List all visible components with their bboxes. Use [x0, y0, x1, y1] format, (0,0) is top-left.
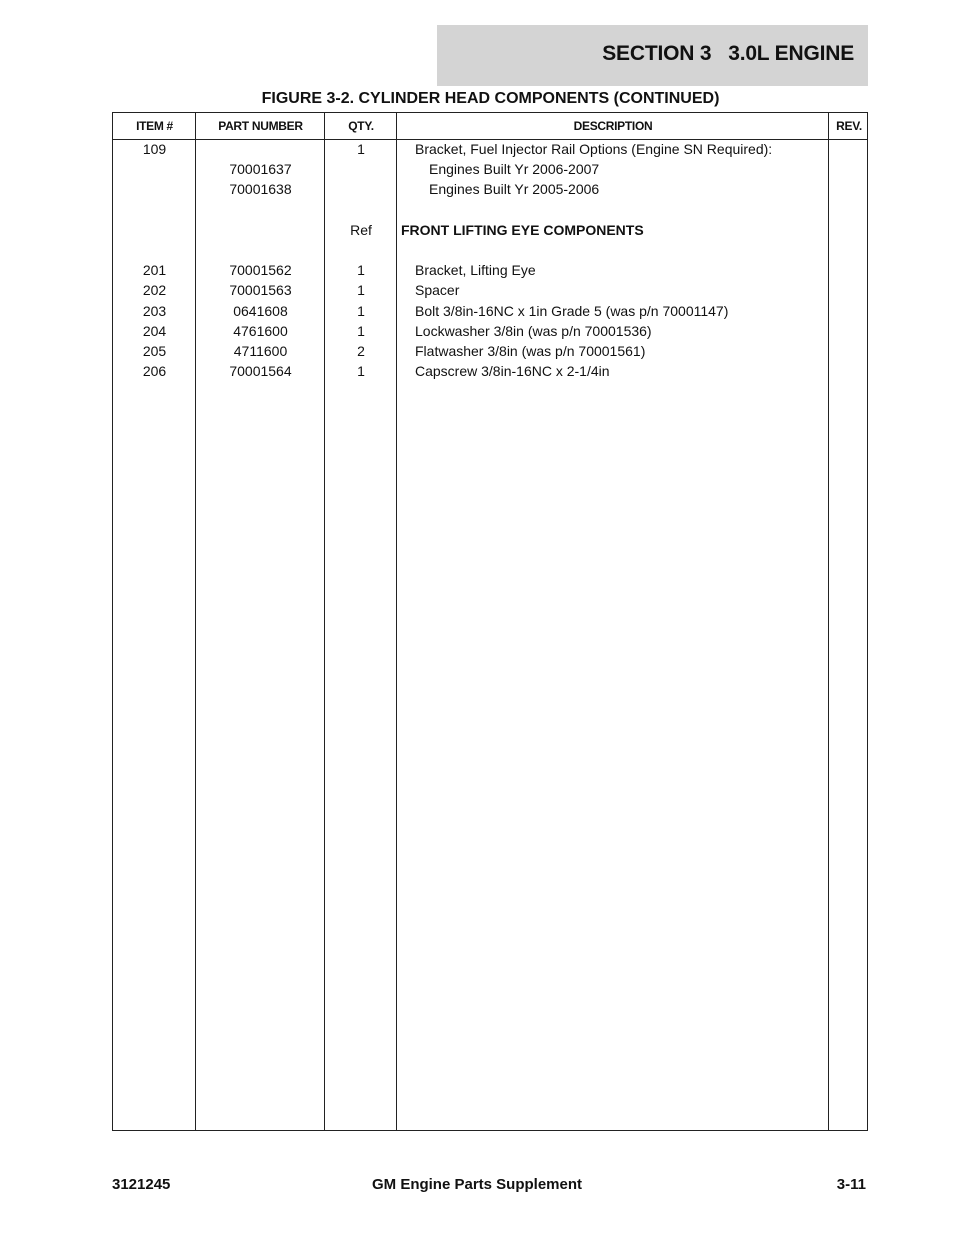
section-header — [437, 25, 868, 86]
table-row-qty: 1 — [357, 363, 365, 379]
footer-page-number: 3-11 — [836, 1176, 866, 1193]
header-qty: QTY. — [348, 119, 374, 133]
header-rev: REV. — [836, 119, 862, 133]
table-row-description: Flatwasher 3/8in (was p/n 70001561) — [415, 343, 646, 359]
table-row-part-number: 70001564 — [229, 363, 292, 379]
table-row-description: Spacer — [415, 282, 460, 298]
table-row-item: 109 — [142, 141, 167, 157]
table-row-part-number: 70001637 — [229, 161, 292, 177]
table-row-description: Bolt 3/8in-16NC x 1in Grade 5 (was p/n 70001147) — [415, 303, 729, 319]
table-row-qty: 1 — [357, 262, 365, 278]
table-row-qty: Ref — [350, 222, 372, 238]
table-row-part-number: 70001563 — [229, 282, 292, 298]
table-row-qty: 1 — [357, 141, 365, 157]
table-row-description: Engines Built Yr 2006-2007 — [429, 161, 600, 177]
table-row-part-number: 4711600 — [233, 343, 288, 359]
table-row-qty: 1 — [357, 323, 365, 339]
group-heading: FRONT LIFTING EYE COMPONENTS — [401, 222, 644, 238]
table-row-part-number: 70001638 — [229, 181, 292, 197]
table-row-qty: 1 — [357, 282, 365, 298]
table-row-qty: 2 — [357, 343, 365, 359]
section-title: SECTION 3 3.0L ENGINE — [602, 42, 854, 65]
table-row-description: Engines Built Yr 2005-2006 — [429, 181, 600, 197]
table-row-part-number: 70001562 — [229, 262, 292, 278]
table-row-description: Capscrew 3/8in-16NC x 2-1/4in — [415, 363, 610, 379]
table-row-item: 204 — [142, 323, 167, 339]
table-row-part-number: 4761600 — [233, 323, 288, 339]
table-row-item: 203 — [142, 303, 167, 319]
header-item: ITEM # — [136, 119, 173, 133]
footer-title: GM Engine Parts Supplement — [371, 1176, 583, 1193]
header-part-number: PART NUMBER — [218, 119, 303, 133]
table-row-part-number: 0641608 — [233, 303, 288, 319]
figure-title: FIGURE 3-2. CYLINDER HEAD COMPONENTS (CONTINUED) — [261, 90, 720, 107]
table-row-item: 205 — [142, 343, 167, 359]
table-row-qty: 1 — [357, 303, 365, 319]
header-description: DESCRIPTION — [573, 119, 653, 133]
table-row-item: 202 — [142, 282, 167, 298]
footer-doc-number: 3121245 — [112, 1176, 171, 1193]
table-row-description: Bracket, Fuel Injector Rail Options (Engine SN Required): — [415, 141, 773, 157]
table-row-description: Bracket, Lifting Eye — [415, 262, 536, 278]
table-row-description: Lockwasher 3/8in (was p/n 70001536) — [415, 323, 652, 339]
header-divider — [113, 139, 867, 140]
column-divider — [828, 113, 829, 1130]
table-row-item: 201 — [142, 262, 167, 278]
parts-table — [112, 112, 868, 1131]
table-row-item: 206 — [142, 363, 167, 379]
